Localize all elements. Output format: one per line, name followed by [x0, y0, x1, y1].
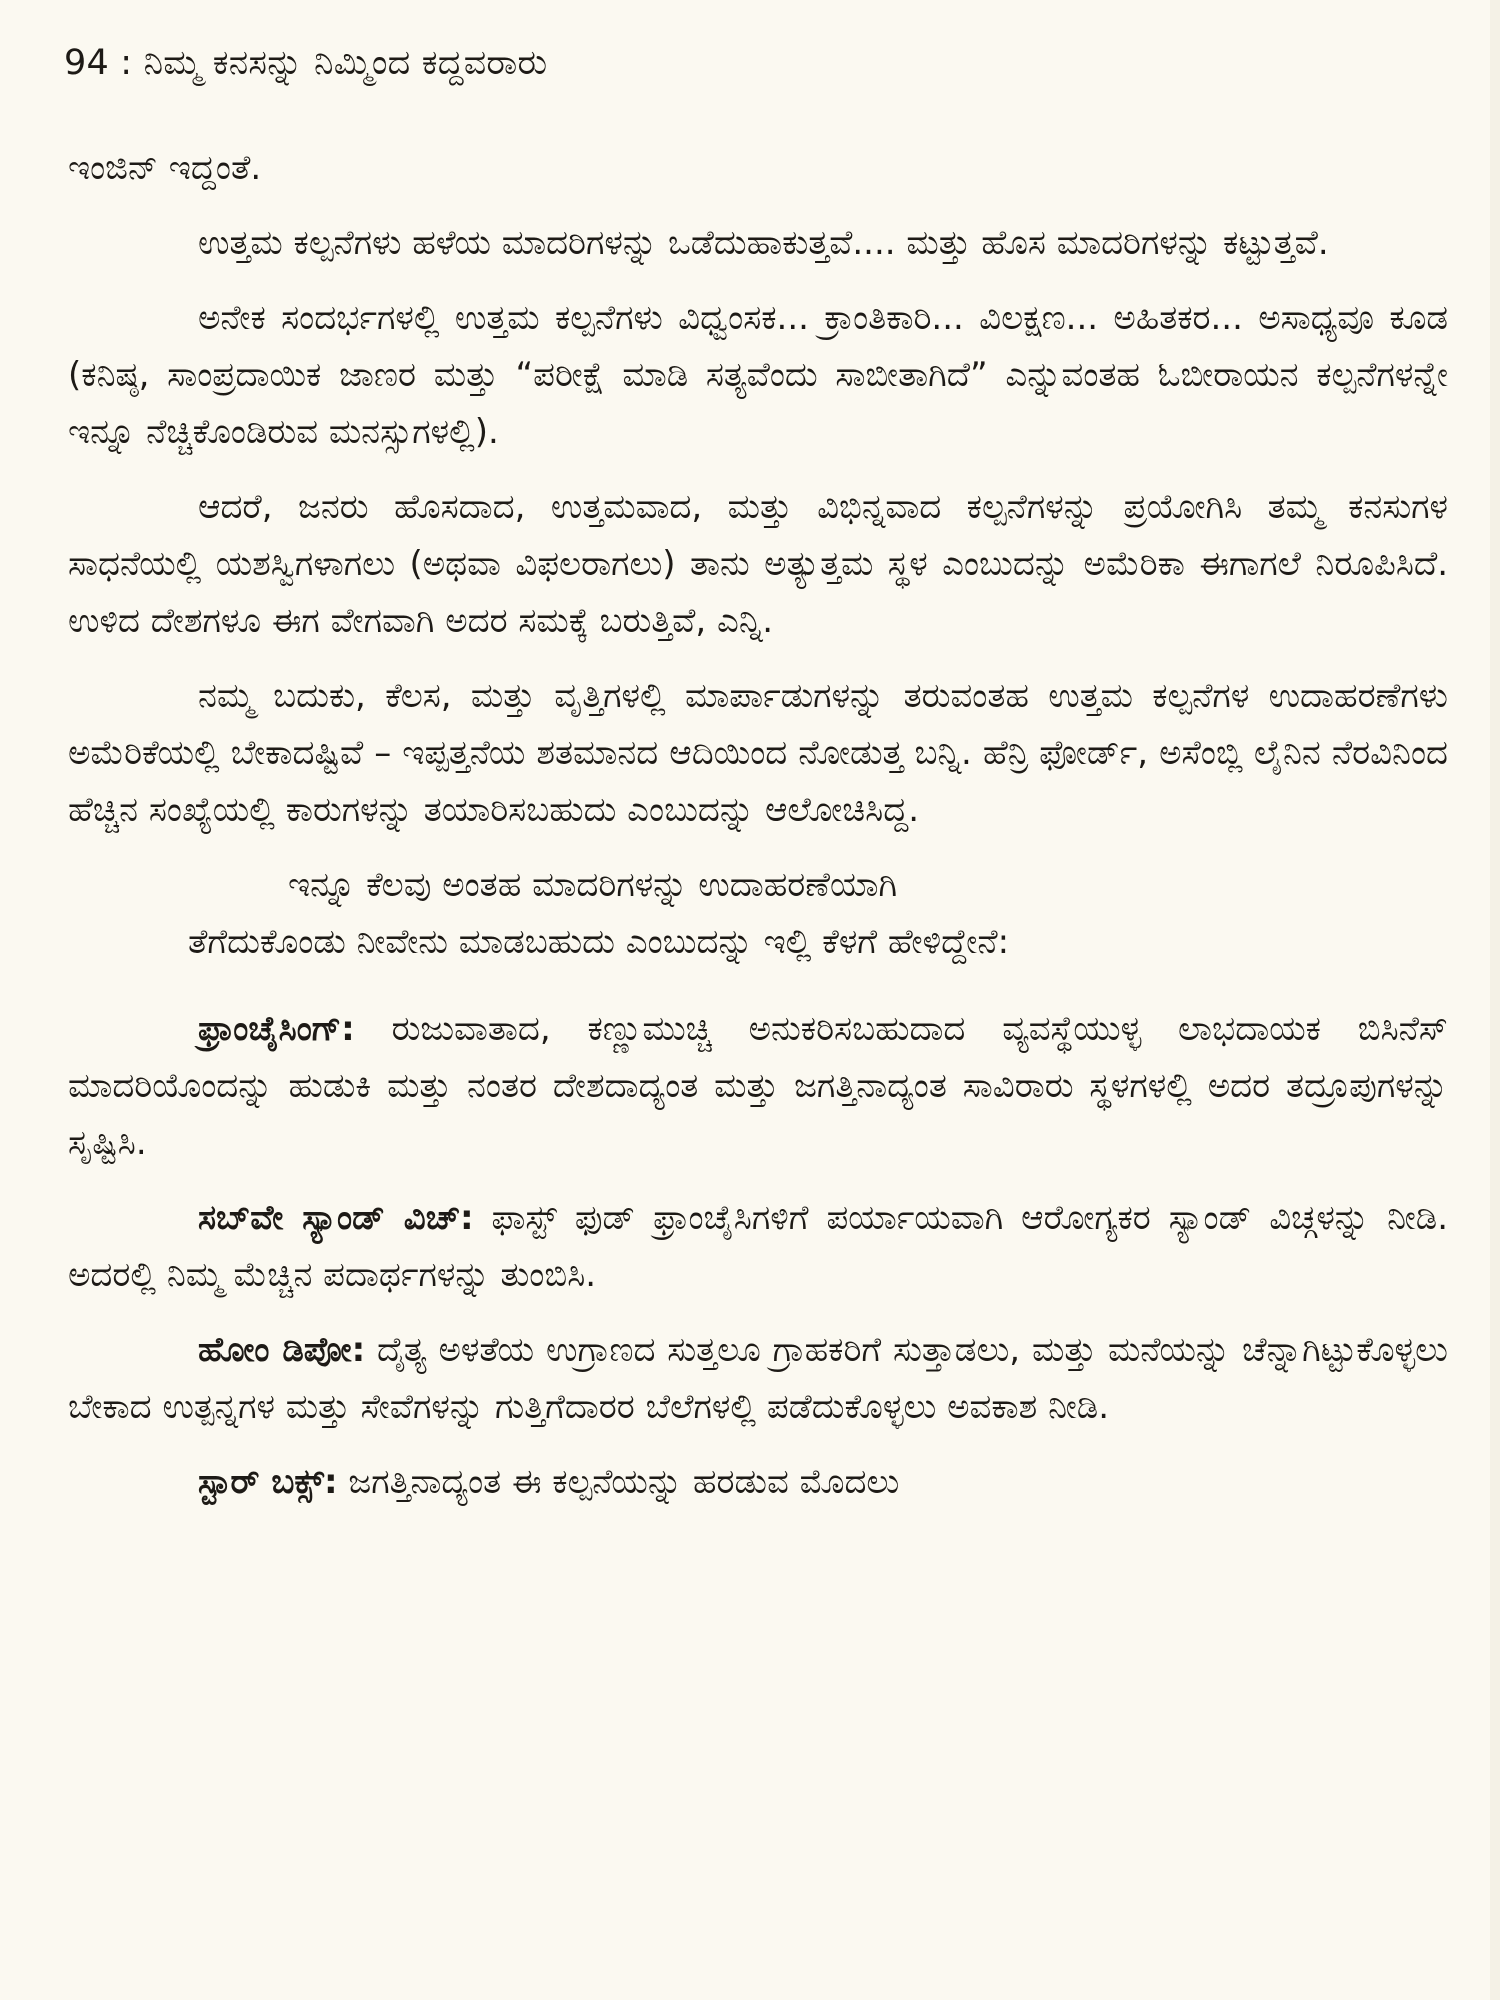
- example-text: ಫಾಸ್ಟ್ ಫುಡ್ ಫ್ರಾಂಚೈಸಿಗಳಿಗೆ ಪರ್ಯಾಯವಾಗಿ ಆರೋಗ್ಯಕರ ಸ್ಯಾಂಡ್ ವಿಚ್ಗಳನ್ನು ನೀಡಿ. ಅದರಲ್ಲಿ ನಿಮ್ಮ ಮೆಚ್ಚಿನ ಪದಾರ್ಥಗಳನ್ನು ತುಂಬಿಸಿ.: [68, 1198, 1448, 1295]
- example-text: ದೈತ್ಯ ಅಳತೆಯ ಉಗ್ರಾಣದ ಸುತ್ತಲೂ ಗ್ರಾಹಕರಿಗೆ ಸುತ್ತಾಡಲು, ಮತ್ತು ಮನೆಯನ್ನು ಚೆನ್ನಾಗಿಟ್ಟುಕೊಳ್ಳಲು ಬೇಕಾದ ಉತ್ಪನ್ನಗಳ ಮತ್ತು ಸೇವೆಗಳನ್ನು ಗುತ್ತಿಗೆದಾರರ ಬೆಲೆಗಳಲ್ಲಿ ಪಡೆದುಕೊಳ್ಳಲು ಅವಕಾಶ ನೀಡಿ.: [68, 1330, 1448, 1427]
- example-paragraph: [68, 1454, 1448, 1511]
- example-paragraph: [68, 1190, 1448, 1304]
- intro-block: [68, 857, 1218, 971]
- example-text: ಜಗತ್ತಿನಾದ್ಯಂತ ಈ ಕಲ್ಪನೆಯನ್ನು ಹರಡುವ ಮೊದಲು: [337, 1462, 900, 1502]
- example-term: ಸ್ಟಾರ್ ಬಕ್ಸ್:: [198, 1462, 338, 1502]
- example-text: ರುಜುವಾತಾದ, ಕಣ್ಣುಮುಚ್ಚಿ ಅನುಕರಿಸಬಹುದಾದ ವ್ಯವಸ್ಥೆಯುಳ್ಳ ಲಾಭದಾಯಕ ಬಿಸಿನೆಸ್ ಮಾದರಿಯೊಂದನ್ನು ಹುಡುಕಿ ಮತ್ತು ನಂತರ ದೇಶದಾದ್ಯಂತ ಮತ್ತು ಜಗತ್ತಿನಾದ್ಯಂತ ಸಾವಿರಾರು ಸ್ಥಳಗಳಲ್ಲಿ ಅದರ ತದ್ರೂಪುಗಳನ್ನು ಸೃಷ್ಟಿಸಿ.: [68, 1009, 1448, 1163]
- paragraph: ನಮ್ಮ ಬದುಕು, ಕೆಲಸ, ಮತ್ತು ವೃತ್ತಿಗಳಲ್ಲಿ ಮಾರ್ಪಾಡುಗಳನ್ನು ತರುವಂತಹ ಉತ್ತಮ ಕಲ್ಪನೆಗಳ ಉದಾಹರಣೆಗಳು ಅಮೆರಿಕೆಯಲ್ಲಿ ಬೇಕಾದಷ್ಟಿವೆ – ಇಪ್ಪತ್ತನೆಯ ಶತಮಾನದ ಆದಿಯಿಂದ ನೋಡುತ್ತ ಬನ್ನಿ. ಹೆನ್ರಿ ಫೋರ್ಡ್, ಅಸೆಂಬ್ಲಿ ಲೈನಿನ ನೆರವಿನಿಂದ ಹೆಚ್ಚಿನ ಸಂಖ್ಯೆಯಲ್ಲಿ ಕಾರುಗಳನ್ನು ತಯಾರಿಸಬಹುದು ಎಂಬುದನ್ನು ಆಲೋಚಿಸಿದ್ದ.: [68, 676, 1448, 830]
- page-body: [68, 140, 1448, 1529]
- example-term: ಸಬ್‌ವೇ ಸ್ಯಾಂಡ್ ವಿಚ್:: [198, 1198, 474, 1238]
- paragraph: ಅನೇಕ ಸಂದರ್ಭಗಳಲ್ಲಿ ಉತ್ತಮ ಕಲ್ಪನೆಗಳು ವಿಧ್ವಂಸಕ... ಕ್ರಾಂತಿಕಾರಿ... ವಿಲಕ್ಷಣ... ಅಹಿತಕರ... ಅಸಾಧ್ಯವೂ ಕೂಡ (ಕನಿಷ್ಠ, ಸಾಂಪ್ರದಾಯಿಕ ಜಾಣರ ಮತ್ತು “ಪರೀಕ್ಷೆ ಮಾಡಿ ಸತ್ಯವೆಂದು ಸಾಬೀತಾಗಿದೆ” ಎನ್ನುವಂತಹ ಓಬೀರಾಯನ ಕಲ್ಪನೆಗಳನ್ನೇ ಇನ್ನೂ ನೆಚ್ಚಿಕೊಂಡಿರುವ ಮನಸ್ಸುಗಳಲ್ಲಿ).: [68, 298, 1448, 452]
- example-term: ಫ್ರಾಂಚೈಸಿಂಗ್:: [198, 1009, 355, 1049]
- running-head: 94 : ನಿಮ್ಮ ಕನಸನ್ನು ನಿಮ್ಮಿಂದ ಕದ್ದವರಾರು: [64, 43, 548, 83]
- paragraph: ಉತ್ತಮ ಕಲ್ಪನೆಗಳು ಹಳೆಯ ಮಾದರಿಗಳನ್ನು ಒಡೆದುಹಾಕುತ್ತವೆ.... ಮತ್ತು ಹೊಸ ಮಾದರಿಗಳನ್ನು ಕಟ್ಟುತ್ತವೆ.: [198, 223, 1329, 263]
- example-term: ಹೋಂ ಡಿಪೋ:: [198, 1330, 366, 1370]
- paragraph-continuation: ಇಂಜಿನ್ ಇದ್ದಂತೆ.: [68, 148, 262, 188]
- example-paragraph: [68, 1322, 1448, 1436]
- example-paragraph: [68, 1001, 1448, 1172]
- intro-first-line: ಇನ್ನೂ ಕೆಲವು ಅಂತಹ ಮಾದರಿಗಳನ್ನು ಉದಾಹರಣೆಯಾಗಿ: [288, 865, 898, 905]
- paragraph: ಆದರೆ, ಜನರು ಹೊಸದಾದ, ಉತ್ತಮವಾದ, ಮತ್ತು ವಿಭಿನ್ನವಾದ ಕಲ್ಪನೆಗಳನ್ನು ಪ್ರಯೋಗಿಸಿ ತಮ್ಮ ಕನಸುಗಳ ಸಾಧನೆಯಲ್ಲಿ ಯಶಸ್ವಿಗಳಾಗಲು (ಅಥವಾ ವಿಫಲರಾಗಲು) ತಾನು ಅತ್ಯುತ್ತಮ ಸ್ಥಳ ಎಂಬುದನ್ನು ಅಮೆರಿಕಾ ಈಗಾಗಲೆ ನಿರೂಪಿಸಿದೆ. ಉಳಿದ ದೇಶಗಳೂ ಈಗ ವೇಗವಾಗಿ ಅದರ ಸಮಕ್ಕೆ ಬರುತ್ತಿವೆ, ಎನ್ನಿ.: [68, 487, 1448, 641]
- intro-rest: ತೆಗೆದುಕೊಂಡು ನೀವೇನು ಮಾಡಬಹುದು ಎಂಬುದನ್ನು ಇಲ್ಲಿ ಕೆಳಗೆ ಹೇಳಿದ್ದೇನೆ:: [188, 922, 1010, 962]
